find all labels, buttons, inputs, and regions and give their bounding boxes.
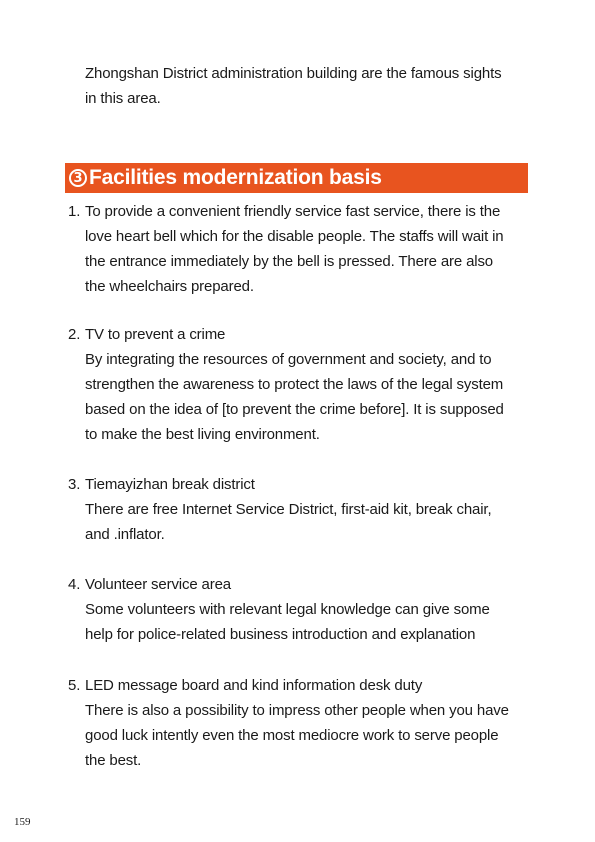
item-text: There are free Internet Service District, first-aid kit, break chair,: [85, 501, 492, 518]
item-number: 3.: [68, 476, 81, 493]
item-text: By integrating the resources of government and society, and to: [85, 351, 492, 368]
intro-line: Zhongshan District administration building are the famous sights: [85, 65, 502, 82]
item-text: strengthen the awareness to protect the laws of the legal system: [85, 376, 504, 393]
intro-line: in this area.: [85, 90, 161, 107]
item-text: Some volunteers with relevant legal knowledge can give some: [85, 601, 490, 618]
item-text: the wheelchairs prepared.: [85, 278, 254, 295]
item-text: the entrance immediately by the bell is pressed. There are also: [85, 253, 493, 270]
page-number: 159: [14, 816, 31, 828]
item-text: good luck intently even the most mediocre work to serve people: [85, 727, 499, 744]
intro-paragraph: [85, 61, 530, 111]
list-item: [68, 572, 538, 647]
item-heading: Tiemayizhan break district: [85, 476, 255, 493]
list-item: [68, 673, 538, 773]
circled-number-icon: 3: [69, 169, 87, 187]
item-text: based on the idea of [to prevent the crime before]. It is supposed: [85, 401, 504, 418]
item-text: To provide a convenient friendly service fast service, there is the: [85, 203, 501, 220]
item-heading: TV to prevent a crime: [85, 326, 226, 343]
list-item: [68, 322, 538, 447]
item-text: There is also a possibility to impress other people when you have: [85, 702, 509, 719]
item-text: love heart bell which for the disable people. The staffs will wait in: [85, 228, 504, 245]
item-text: to make the best living environment.: [85, 426, 320, 443]
item-text: help for police-related business introduction and explanation: [85, 626, 476, 643]
item-heading: Volunteer service area: [85, 576, 231, 593]
section-title: Facilities modernization basis: [89, 166, 382, 189]
item-number: 4.: [68, 576, 81, 593]
item-number: 5.: [68, 677, 81, 694]
list-item: [68, 472, 538, 547]
list-item: [68, 199, 538, 299]
item-text: and .inflator.: [85, 526, 165, 543]
item-text: the best.: [85, 752, 142, 769]
item-heading: LED message board and kind information desk duty: [85, 677, 423, 694]
section-header: [65, 163, 528, 193]
item-number: 1.: [68, 203, 81, 220]
item-number: 2.: [68, 326, 81, 343]
